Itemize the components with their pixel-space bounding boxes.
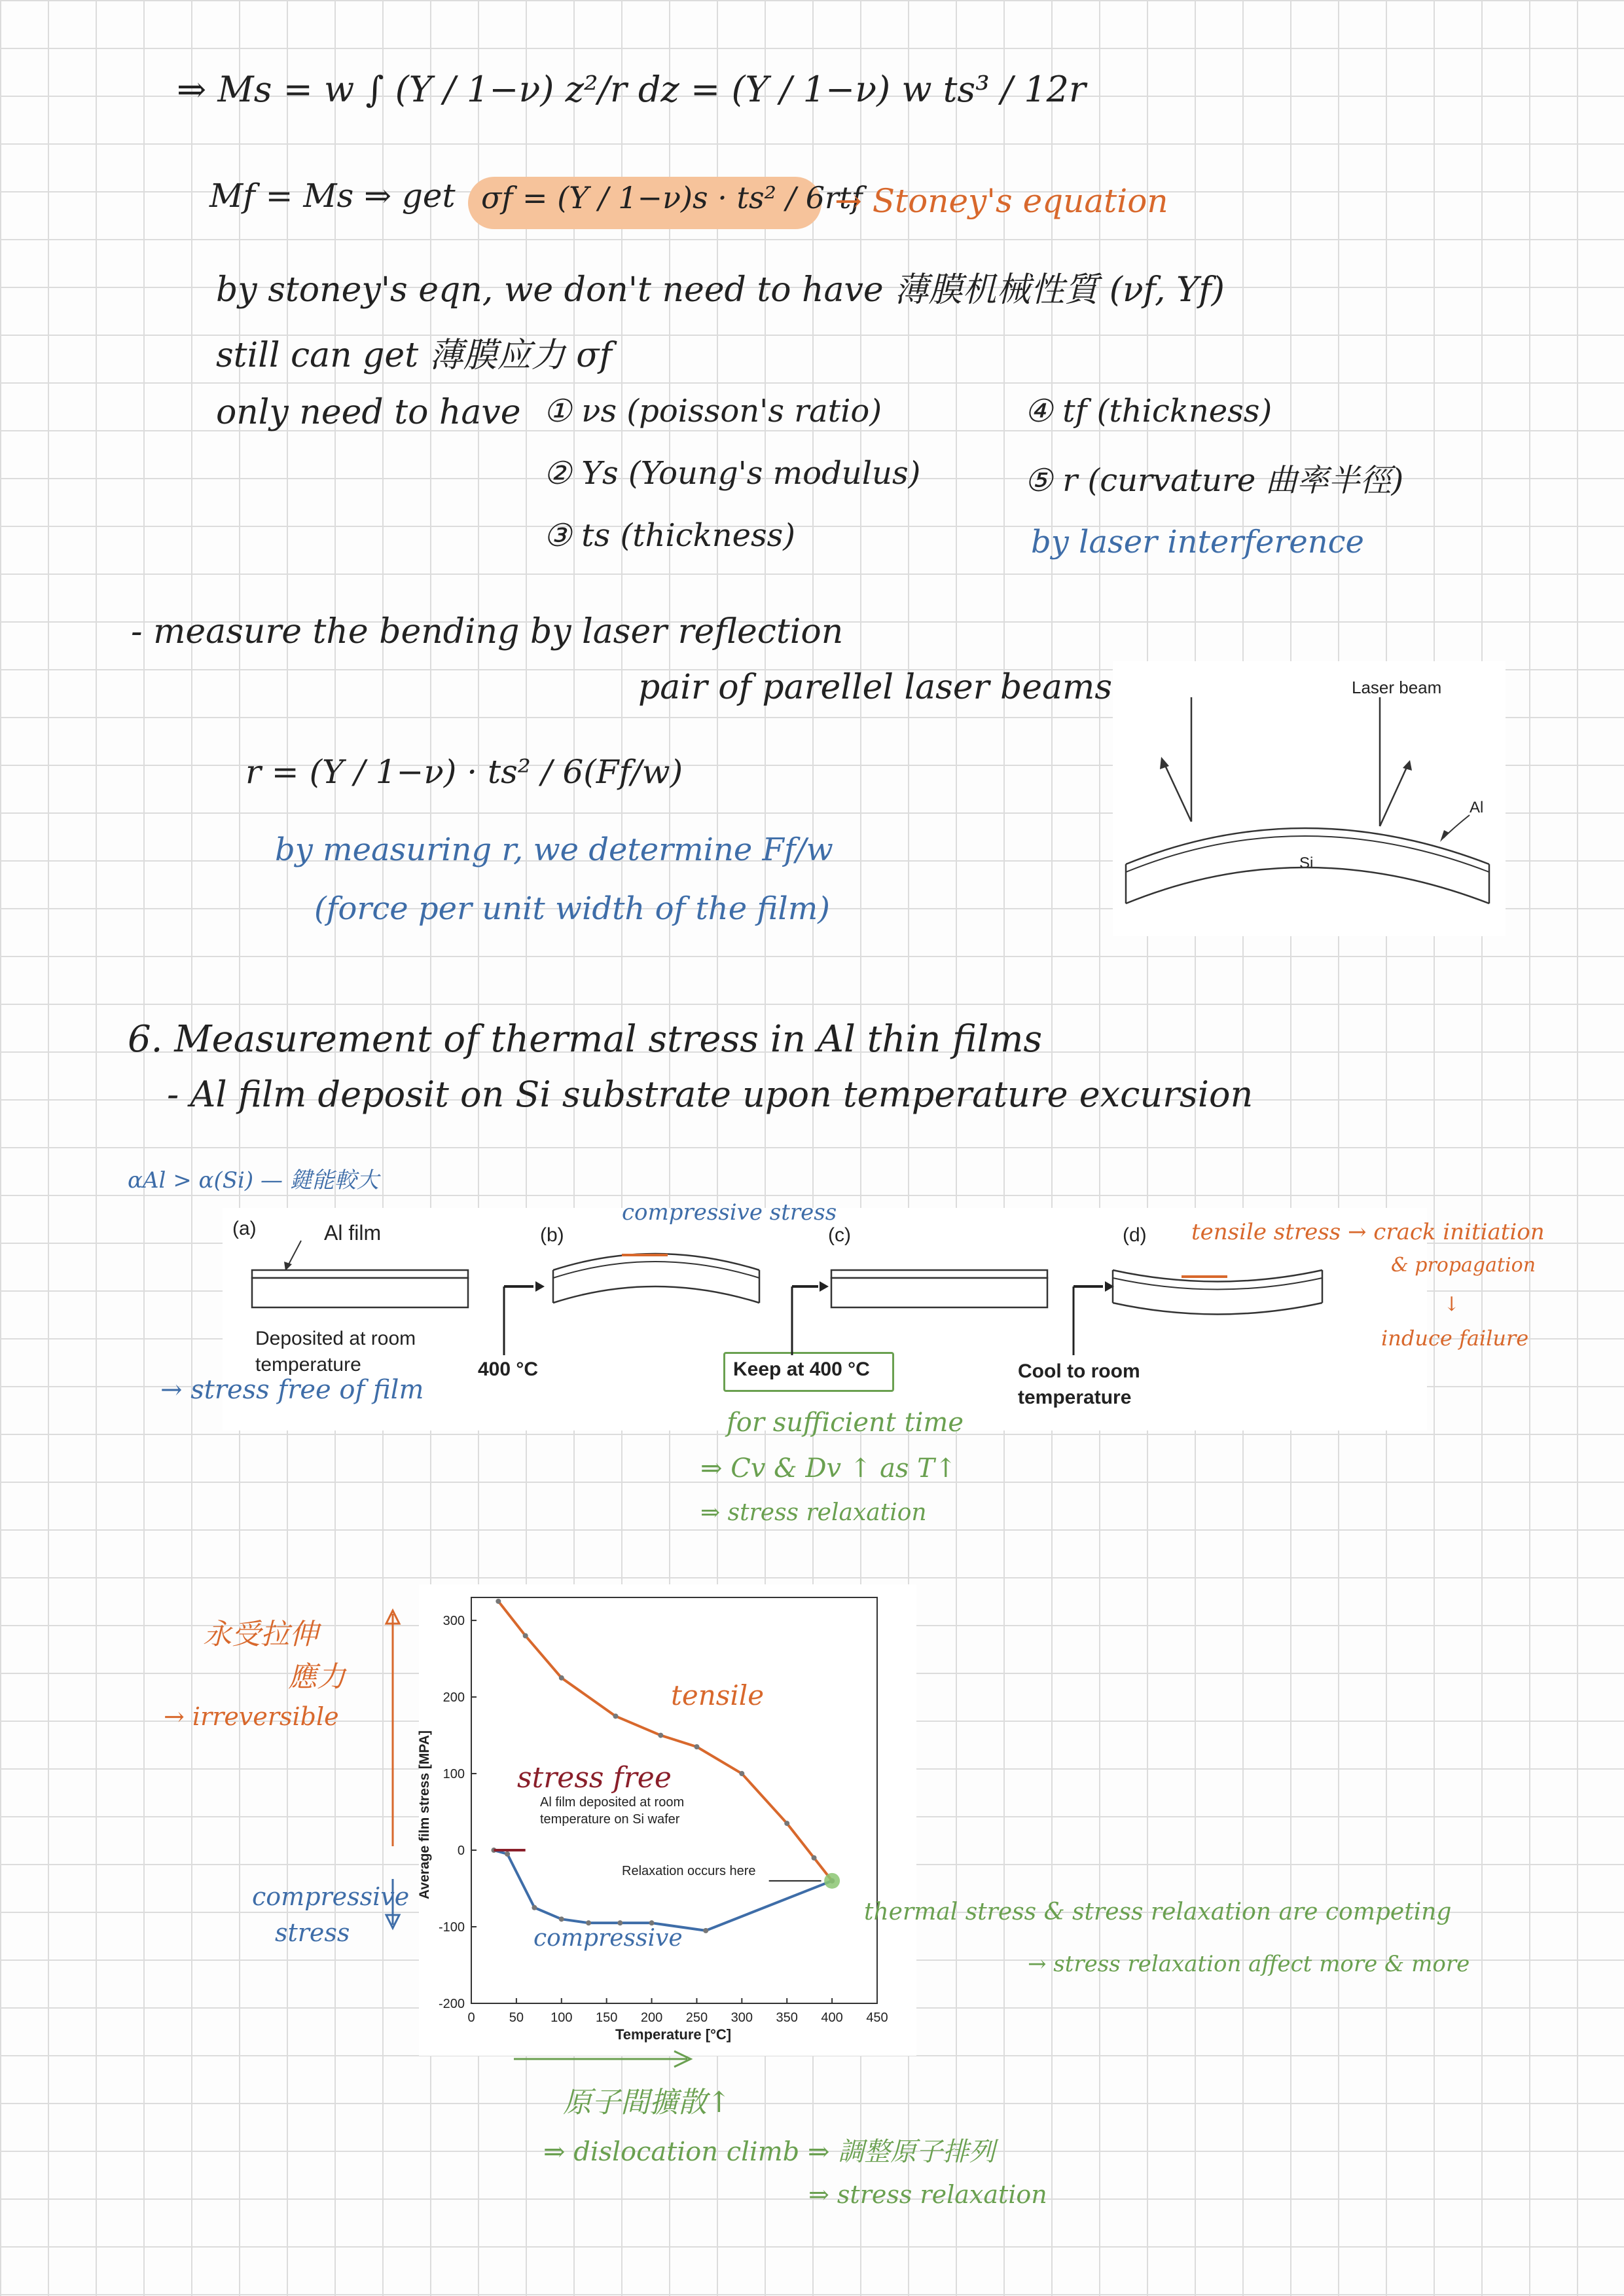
deposited-line1: Deposited at room: [255, 1328, 416, 1349]
data-point: [812, 1855, 817, 1861]
stoney-label: → Stoney's equation: [835, 182, 1168, 220]
plot-stress-free: stress free: [517, 1761, 672, 1795]
x-tick-label: 100: [550, 2011, 573, 2025]
section6-subtitle: - Al film deposit on Si substrate upon temperature excursion: [167, 1074, 1254, 1115]
x-tick-label: 200: [640, 2011, 663, 2025]
x-tick-label: 300: [731, 2011, 753, 2025]
step-400c: 400 °C: [478, 1358, 539, 1380]
data-point: [496, 1599, 501, 1604]
req-4: ④ tf (thickness): [1024, 393, 1272, 429]
label-d: (d): [1123, 1224, 1147, 1246]
temperature-arrow: [511, 2046, 707, 2072]
tensile-note2: & propagation: [1391, 1254, 1536, 1277]
y-tick-label: -100: [438, 1920, 465, 1935]
tensile-note: tensile stress → crack initiation: [1191, 1219, 1545, 1245]
data-point: [694, 1744, 699, 1749]
data-point: [532, 1905, 537, 1910]
chart-xlabel: Temperature [°C]: [615, 2026, 732, 2043]
plot-tensile: tensile: [671, 1679, 765, 1711]
note-stoney-eqn: by stoney's eqn, we don't need to have 薄膜机械性質 (νf, Yf): [216, 270, 1225, 310]
keep-note1: for sufficient time: [727, 1408, 964, 1438]
bottom-note2: ⇒ dislocation climb ⇒ 調整原子排列: [543, 2137, 996, 2167]
al-film-label: Al film: [324, 1221, 382, 1245]
req-1: ① νs (poisson's ratio): [543, 393, 882, 429]
note-still-get: still can get 薄膜应力 σf: [216, 336, 612, 375]
si-label: Si: [1299, 854, 1314, 872]
plot-green1: thermal stress & stress relaxation are competing: [864, 1899, 1452, 1925]
stress-free-film-note: → stress free of film: [160, 1375, 424, 1405]
x-tick-label: 250: [685, 2011, 708, 2025]
y-tick-label: -200: [438, 1997, 465, 2011]
x-tick-label: 0: [467, 2011, 475, 2025]
x-tick-label: 400: [821, 2011, 843, 2025]
section6-title: 6. Measurement of thermal stress in Al thin films: [128, 1018, 1043, 1061]
measure-line1: - measure the bending by laser reflection: [131, 612, 844, 651]
data-point: [703, 1928, 708, 1933]
y-tick-label: 200: [442, 1690, 465, 1705]
measure-note2: (force per unit width of the film): [314, 890, 830, 927]
note-only-need: only need to have: [216, 393, 521, 432]
bottom-note1: 原子間擴散↑: [563, 2086, 731, 2119]
x-tick-label: 450: [866, 2011, 888, 2025]
relaxation-marker: [824, 1873, 840, 1889]
laser-beam-label: Laser beam: [1352, 678, 1442, 697]
step-keep: Keep at 400 °C: [733, 1358, 870, 1380]
tensile-note4: induce failure: [1381, 1326, 1529, 1351]
y-tick-label: 100: [442, 1767, 465, 1782]
cooling-curve: [498, 1601, 832, 1881]
ms-equation: ⇒ Ms = w ∫ (Y / 1−ν) z²/r dz = (Y / 1−ν) w ts³ / 12r: [177, 69, 1086, 110]
annotation-deposited: Al film deposited at room temperature on Si wafer: [540, 1795, 685, 1827]
x-tick-label: 150: [595, 2011, 618, 2025]
label-a: (a): [232, 1218, 257, 1239]
plot-green2: → stress relaxation affect more & more: [1028, 1951, 1470, 1977]
data-point: [559, 1916, 564, 1922]
label-b: (b): [540, 1224, 564, 1246]
y-tick-label: 0: [457, 1844, 465, 1859]
plot-left-2: 應力: [288, 1660, 346, 1694]
measure-line2: pair of parellel laser beams: [638, 668, 1113, 707]
cool-line1: Cool to room: [1018, 1360, 1140, 1382]
measure-note1: by measuring r, we determine Ff/w: [275, 831, 833, 868]
chart-ylabel: Average film stress [MPA]: [416, 1730, 432, 1899]
data-point: [523, 1633, 528, 1638]
compressive-note: compressive stress: [622, 1199, 837, 1226]
plot-comp-left1: compressive: [252, 1882, 410, 1911]
keep-note3: ⇒ stress relaxation: [700, 1499, 927, 1526]
req-2: ② Ys (Young's modulus): [543, 455, 921, 492]
req-5: ⑤ r (curvature 曲率半徑): [1024, 462, 1404, 499]
data-point: [505, 1851, 510, 1857]
bottom-note3: ⇒ stress relaxation: [808, 2180, 1047, 2209]
tensile-note3: ↓: [1443, 1293, 1460, 1316]
plot-left-3: → irreversible: [164, 1702, 339, 1731]
plot-compressive: compressive: [533, 1925, 683, 1952]
data-point: [613, 1713, 618, 1719]
stress-chart: [416, 1584, 916, 2056]
laser-figure: [1113, 661, 1506, 936]
data-point: [784, 1821, 789, 1826]
y-tick-label: 300: [442, 1614, 465, 1629]
keep-note2: ⇒ Cv & Dv ↑ as T↑: [700, 1453, 957, 1484]
data-point: [658, 1733, 663, 1738]
heating-curve: [494, 1850, 832, 1931]
al-label: Al: [1470, 799, 1484, 816]
plot-left-1: 永受拉伸: [203, 1618, 318, 1651]
laser-diagram: [1113, 661, 1506, 936]
deposited-line2: temperature: [255, 1354, 361, 1376]
cool-line2: temperature: [1018, 1387, 1132, 1408]
req-note: by laser interference: [1031, 524, 1364, 560]
alpha-note: αAl > α(Si) — 鍵能較大: [128, 1167, 379, 1194]
x-tick-label: 350: [776, 2011, 798, 2025]
x-tick-label: 50: [509, 2011, 524, 2025]
data-point: [739, 1771, 744, 1776]
data-point: [559, 1675, 564, 1681]
plot-comp-left2: stress: [275, 1918, 350, 1947]
label-c: (c): [828, 1224, 851, 1246]
annotation-relaxation: Relaxation occurs here: [622, 1864, 756, 1878]
r-formula: r = (Y / 1−ν) · ts² / 6(Ff/w): [245, 753, 683, 791]
req-3: ③ ts (thickness): [543, 517, 796, 554]
mf-equals-ms: Mf = Ms ⇒ get: [209, 177, 456, 215]
stoney-formula: σf = (Y / 1−ν)s · ts² / 6rtf: [481, 180, 863, 215]
